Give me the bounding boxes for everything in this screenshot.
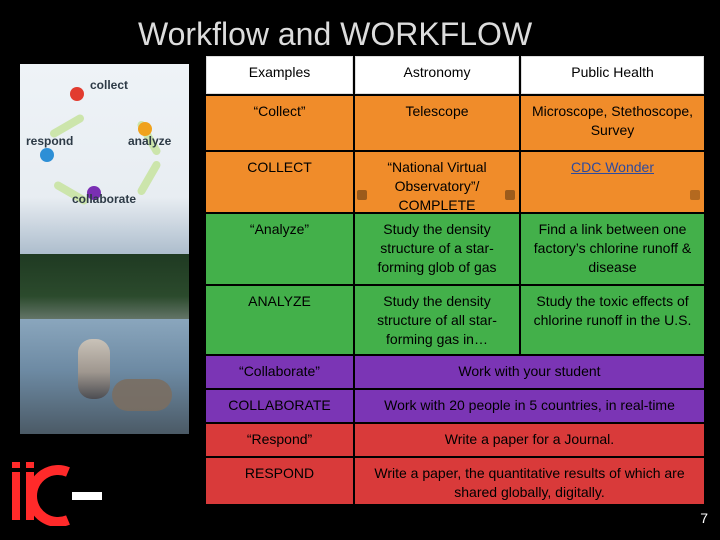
workflow-photo xyxy=(20,64,189,434)
collect-dot-icon xyxy=(70,87,84,101)
table-row-7-col-1: “Respond” xyxy=(206,424,353,456)
respond-dot-icon xyxy=(40,148,54,162)
table-row-3-col-3: Find a link between one factory’s chlorine runoff & disease xyxy=(521,214,704,284)
table-row-3-col-2: Study the density structure of a star-forming glob of gas xyxy=(355,214,519,284)
page-number: 7 xyxy=(700,510,708,526)
workflow-table xyxy=(206,56,704,504)
cycle-arrow-3 xyxy=(136,160,162,197)
table-row-6-col-1: COLLABORATE xyxy=(206,390,353,422)
table-row-3-col-1: “Analyze” xyxy=(206,214,353,284)
table-row-1-col-2: Telescope xyxy=(355,96,519,150)
table-row-2-col-2: “National Virtual Observatory”/ COMPLETE xyxy=(355,152,519,212)
table-row-4-col-1: ANALYZE xyxy=(206,286,353,354)
cdc-wonder-link[interactable]: CDC Wonder xyxy=(571,159,654,175)
forest-background xyxy=(20,254,189,324)
table-row-2-col-3 xyxy=(521,152,704,212)
workflow-cycle-diagram xyxy=(20,64,189,254)
table-row-1-col-1: “Collect” xyxy=(206,96,353,150)
analyze-astronomy-text: Study the density structure of all star-forming gas in… xyxy=(377,293,497,347)
slide-title: Workflow and WORKFLOW xyxy=(138,16,533,52)
cycle-label-respond: respond xyxy=(26,134,74,148)
table-row-5-col-1: “Collaborate” xyxy=(206,356,353,388)
table-row-1-col-3: Microscope, Stethoscope, Survey xyxy=(521,96,704,150)
table-row-7-col-2: Write a paper for a Journal. xyxy=(355,424,704,456)
table-header-astronomy: Astronomy xyxy=(355,56,519,94)
tooltip-icon xyxy=(505,190,515,200)
cycle-label-analyze: analyze xyxy=(128,134,172,148)
table-header-examples: Examples xyxy=(206,56,353,94)
iic-logo xyxy=(10,456,106,526)
tooltip-icon xyxy=(357,190,367,200)
table-row-8-col-1: RESPOND xyxy=(206,458,353,504)
field-researcher xyxy=(78,339,110,399)
table-row-6-col-2: Work with 20 people in 5 countries, in real-time xyxy=(355,390,704,422)
cycle-label-collect: collect xyxy=(90,78,129,92)
cycle-label-collaborate: collaborate xyxy=(72,192,137,206)
tooltip-icon xyxy=(690,190,700,200)
table-row-2-col-1: COLLECT xyxy=(206,152,353,212)
table-row-5-col-2: Work with your student xyxy=(355,356,704,388)
table-row-8-col-2: Write a paper, the quantitative results of which are shared globally, digitally. xyxy=(355,458,704,504)
table-header-public-health: Public Health xyxy=(521,56,704,94)
river-rock xyxy=(112,379,172,411)
table-row-4-col-3: Study the toxic effects of chlorine runoff in the U.S. xyxy=(521,286,704,354)
table-row-4-col-2 xyxy=(355,286,519,354)
